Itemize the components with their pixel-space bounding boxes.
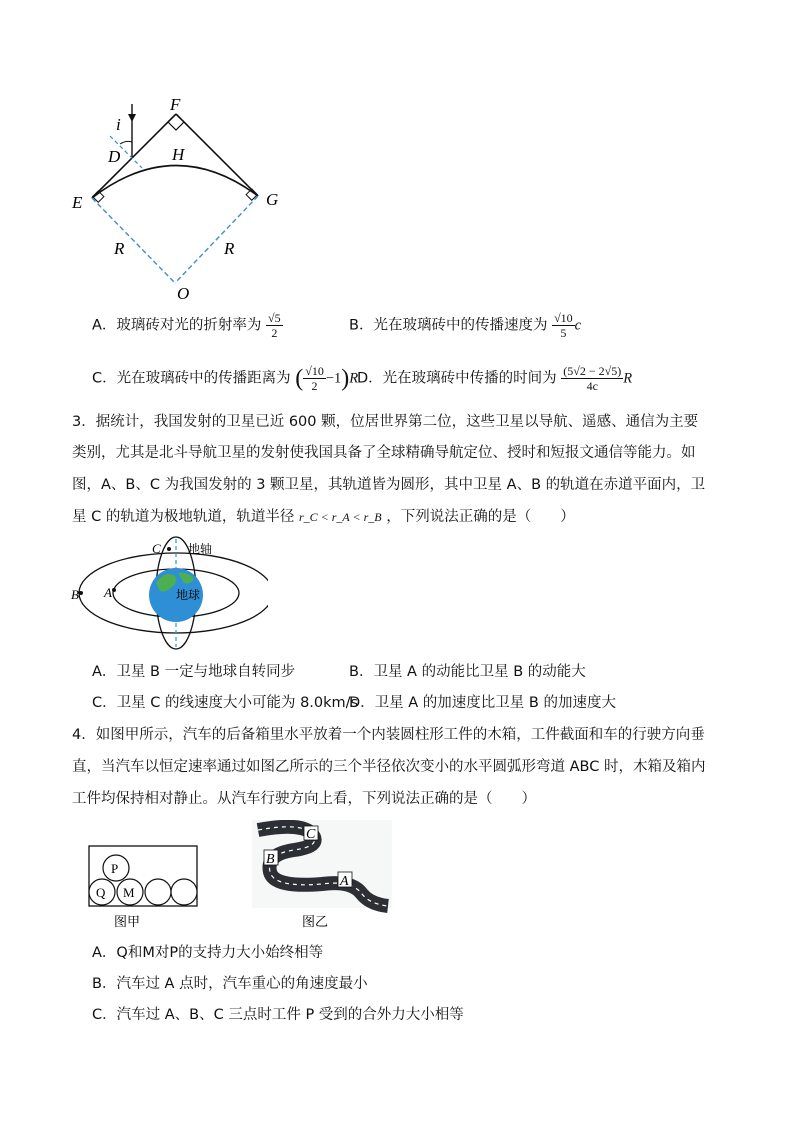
fraction-denominator: 4c bbox=[586, 379, 598, 393]
q3-line-1: 3．据统计，我国发射的卫星已近 600 颗，位居世界第二位，这些卫星以导航、遥感、通信为主要 bbox=[72, 414, 699, 430]
label-earth: 地球 bbox=[176, 588, 201, 602]
satellite-B bbox=[79, 591, 83, 595]
q3-line-2: 类别，尤其是北斗导航卫星的发射使我国具备了全球精确导航定位、授时和短报文通信等能力。如 bbox=[72, 445, 696, 461]
edge-FG bbox=[176, 114, 258, 196]
fraction-denominator: 2 bbox=[311, 379, 318, 393]
radius-GO bbox=[175, 196, 258, 283]
cylinder-4 bbox=[171, 879, 197, 905]
q4-line-1: 4．如图甲所示，汽车的后备箱里水平放着一个内装圆柱形工件的木箱，工件截面和车的行驶方向垂 bbox=[72, 727, 705, 743]
q4-option-c: C．汽车过 A、B、C 三点时工件 P 受到的合外力大小相等 bbox=[92, 1007, 464, 1023]
q4-line-3: 工件均保持相对静止。从汽车行驶方向上看，下列说法正确的是（ ） bbox=[72, 791, 536, 807]
q2-option-c-text: C．光在玻璃砖中的传播距离为 bbox=[92, 370, 291, 387]
q3-option-c: C．卫星 C 的线速度大小可能为 8.0km/s bbox=[92, 695, 359, 711]
q3-option-a: A．卫星 B 一定与地球自转同步 bbox=[92, 664, 296, 680]
q2-option-c: C．光在玻璃砖中的传播距离为 ( $\frac{√10}{2}$ −1)R bbox=[92, 364, 359, 393]
label-i: i bbox=[116, 115, 121, 134]
angle-i-arc bbox=[120, 141, 132, 144]
edge-EF bbox=[92, 114, 176, 198]
cylinder-3 bbox=[145, 879, 171, 905]
label-R-left: R bbox=[114, 239, 125, 258]
q2-option-a bbox=[92, 311, 283, 340]
label-R-right: R bbox=[224, 239, 235, 258]
label-M: M bbox=[123, 885, 135, 900]
label-B: B bbox=[71, 587, 79, 602]
q2-option-b-suffix: c bbox=[574, 317, 582, 334]
q2-option-b-fraction bbox=[552, 311, 575, 340]
q3-line-4-post: ，下列说法正确的是（ ） bbox=[386, 509, 575, 525]
label-Q: Q bbox=[96, 885, 106, 900]
q3-line-3: 图，A、B、C 为我国发射的 3 颗卫星，其轨道皆为圆形，其中卫星 A、B 的轨道在赤道平面内，卫 bbox=[72, 477, 706, 493]
label-D: D bbox=[108, 147, 121, 166]
q2-option-b-text: B．光在玻璃砖中的传播速度为 bbox=[349, 317, 548, 334]
fraction-numerator: √5 bbox=[268, 311, 281, 325]
q2-option-d-text: D．光在玻璃砖中传播的时间为 bbox=[357, 370, 557, 387]
caption-yi: 图乙 bbox=[302, 915, 329, 930]
q2-option-b bbox=[349, 311, 581, 340]
label-G: G bbox=[266, 190, 279, 209]
q3-line-4 bbox=[72, 507, 575, 527]
q3-option-b: B．卫星 A 的动能比卫星 B 的动能大 bbox=[349, 664, 586, 680]
label-earth-axis: 地轴 bbox=[188, 542, 213, 556]
q4-line-2: 直，当汽车以恒定速率通过如图乙所示的三个半径依次变小的水平圆弧形弯道 ABC 时，木箱及箱内 bbox=[72, 759, 706, 775]
ray-arrow bbox=[128, 114, 136, 122]
fraction-numerator: (5√2 − 2√5) bbox=[563, 364, 622, 378]
q2-option-a-fraction bbox=[266, 311, 283, 340]
q4-option-b: B．汽车过 A 点时，汽车重心的角速度最小 bbox=[92, 976, 368, 992]
fraction-denominator: 2 bbox=[271, 326, 278, 340]
label-F: F bbox=[170, 95, 181, 114]
label-road-B: B bbox=[266, 852, 275, 867]
figure-yi-road bbox=[252, 820, 392, 936]
label-A: A bbox=[104, 585, 112, 600]
satellite-orbit-figure bbox=[68, 535, 268, 655]
label-C: C bbox=[152, 541, 161, 556]
q2-option-a-text: A．玻璃砖对光的折射率为 bbox=[92, 317, 262, 334]
label-road-C: C bbox=[306, 827, 316, 842]
q2-option-c-fraction bbox=[303, 364, 326, 393]
fraction-numerator: √10 bbox=[305, 364, 324, 378]
q4-option-a: A．Q和M对P的支持力大小始终相等 bbox=[92, 945, 324, 961]
right-angle-F bbox=[168, 122, 184, 130]
caption-jia: 图甲 bbox=[114, 915, 141, 930]
satellite-A bbox=[112, 588, 116, 592]
satellite-C bbox=[167, 547, 171, 551]
radius-EO bbox=[92, 198, 175, 283]
q3-line-4-pre: 星 C 的轨道为极地轨道，轨道半径 bbox=[72, 509, 295, 525]
q2-option-d-suffix: R bbox=[623, 370, 633, 387]
label-P: P bbox=[111, 861, 119, 876]
q3-radius-relation: r_C < r_A < r_B bbox=[298, 510, 382, 524]
glass-brick-figure bbox=[60, 90, 300, 305]
q2-option-d-fraction bbox=[561, 364, 623, 393]
label-road-A: A bbox=[340, 874, 349, 889]
fraction-numerator: √10 bbox=[554, 311, 573, 325]
fraction-denominator: 5 bbox=[560, 326, 567, 340]
figure-jia-box bbox=[86, 844, 202, 934]
q2-option-d bbox=[357, 364, 632, 393]
label-H: H bbox=[172, 145, 185, 164]
label-O: O bbox=[177, 284, 190, 303]
q3-option-d: D．卫星 A 的加速度比卫星 B 的加速度大 bbox=[349, 695, 616, 711]
q2-option-c-suffix: R bbox=[349, 370, 359, 387]
label-E: E bbox=[72, 193, 83, 212]
q2-option-c-minus: −1 bbox=[325, 370, 342, 387]
